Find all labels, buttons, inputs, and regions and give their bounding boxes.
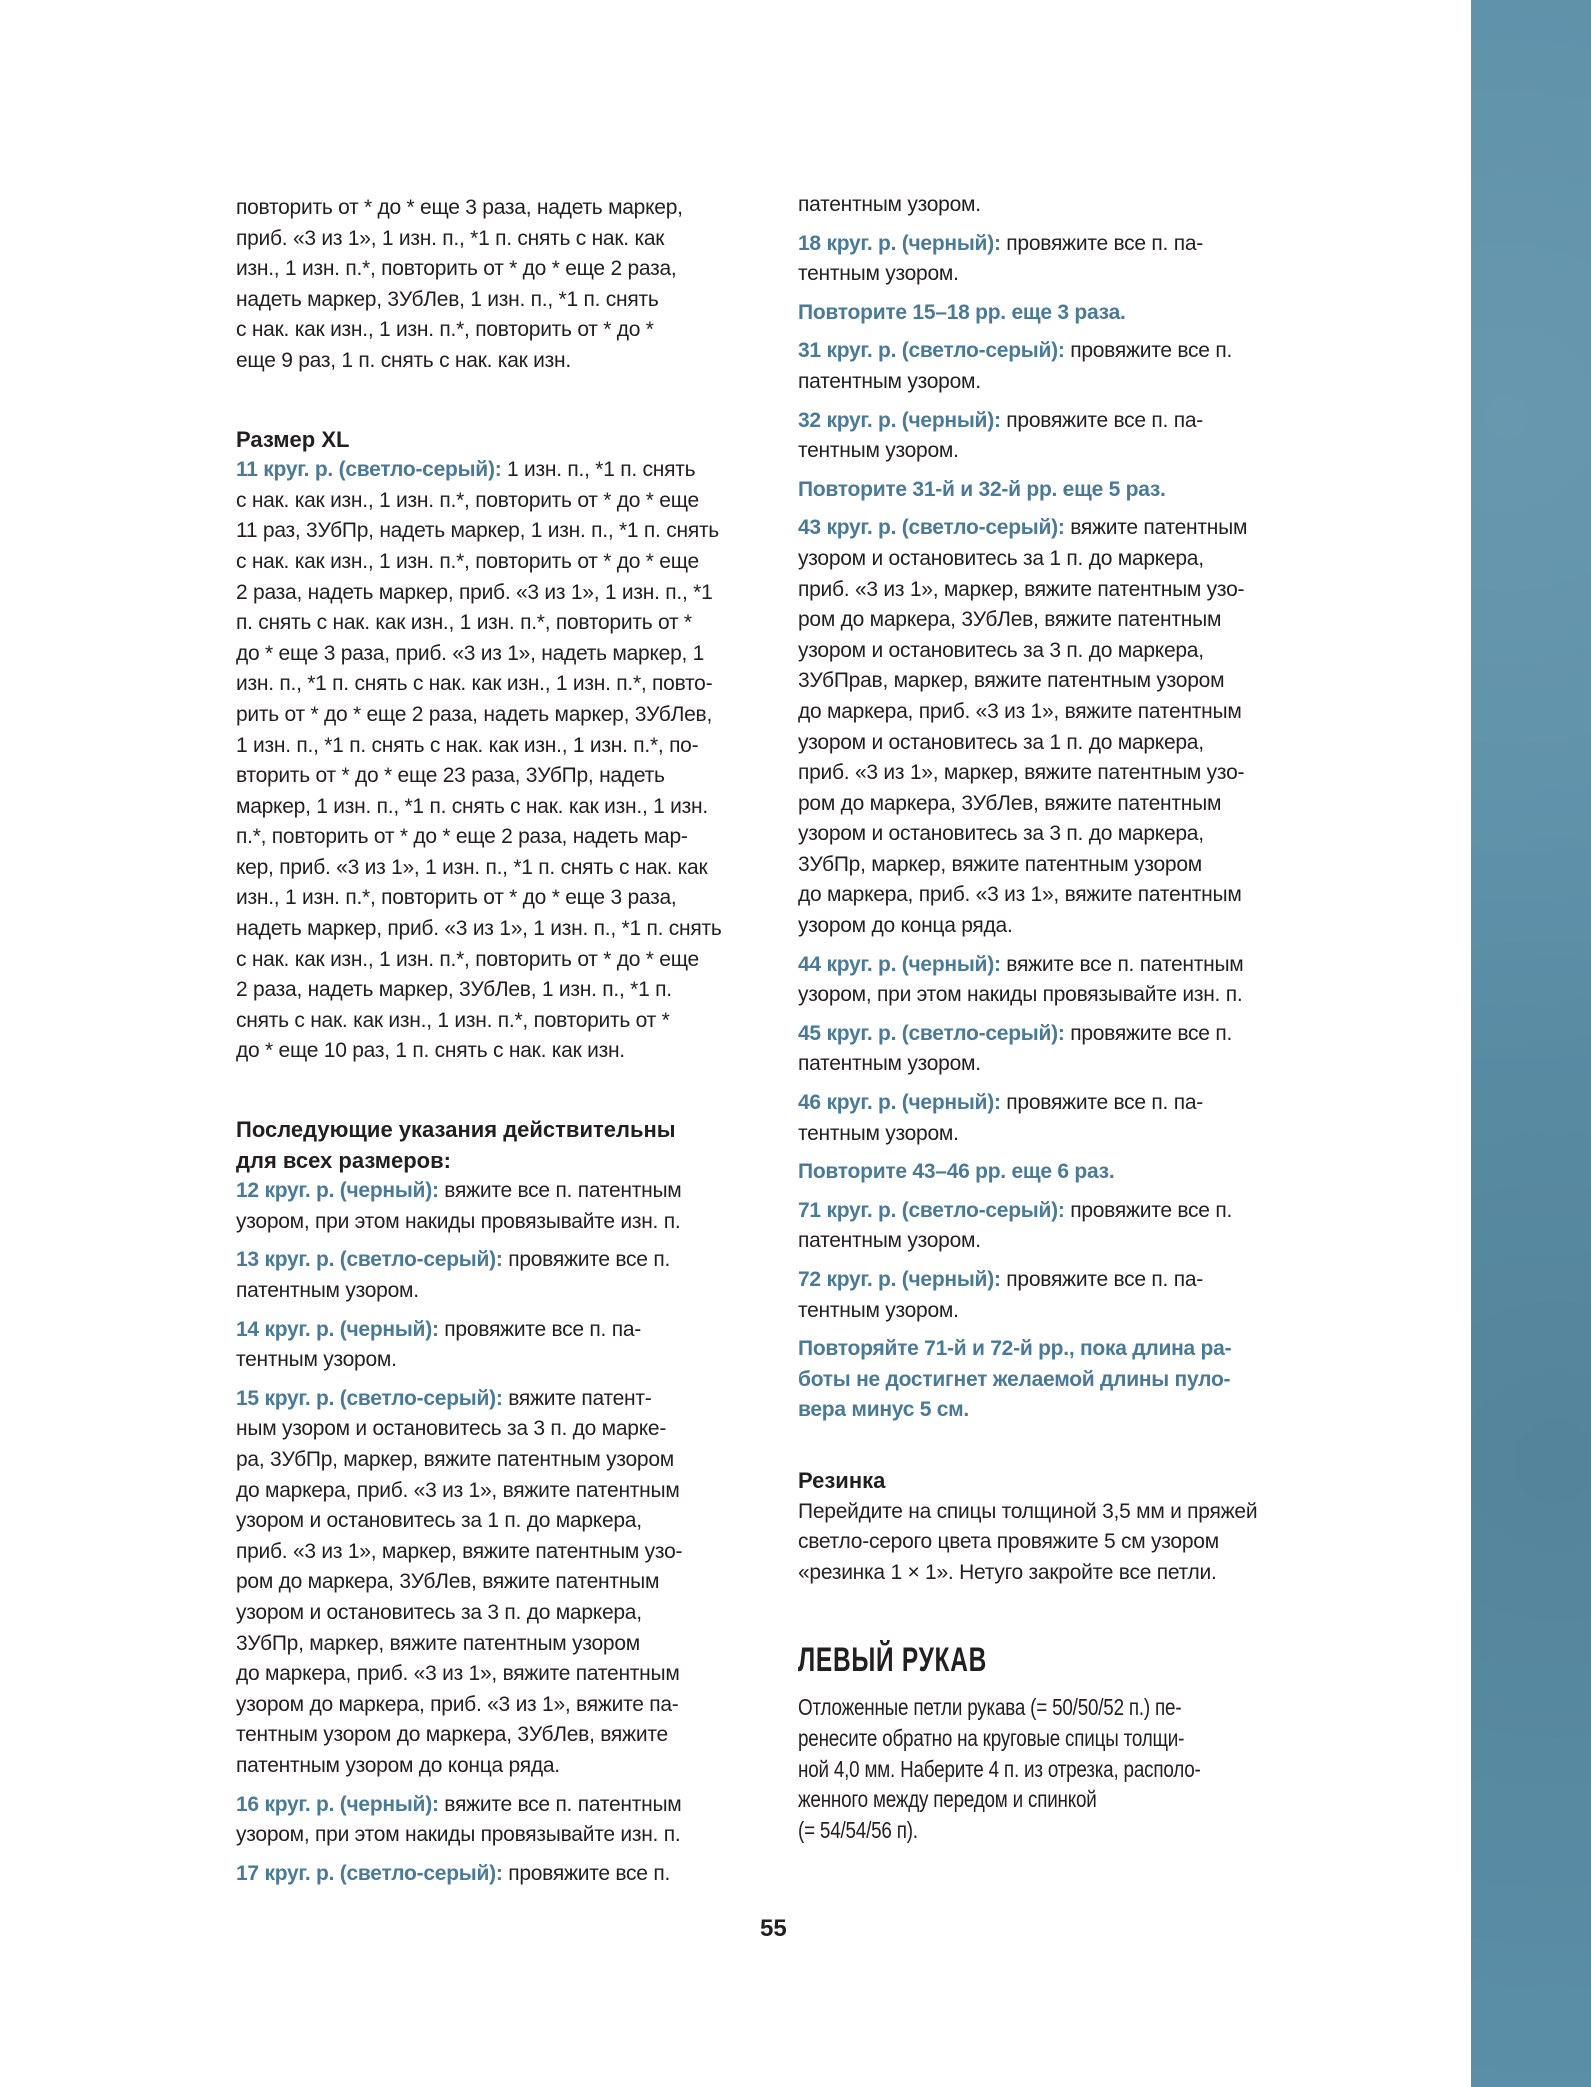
row-label: 17 круг. р. (светло-серый): bbox=[236, 1861, 503, 1885]
row-45 bbox=[798, 1019, 1358, 1080]
row-14 bbox=[236, 1315, 796, 1376]
size-heading: Размер XL bbox=[236, 426, 350, 452]
row-label: 45 круг. р. (светло-серый): bbox=[798, 1021, 1065, 1045]
section-text: Отложенные петли рукава (= 50/50/52 п.) пе- ренесите обратно на круговые спицы толщи- ной 4,0 мм. Наберите 4 п. из отрезка, располо- женного между передом и спинкой (= 54/54/56 п). bbox=[798, 1694, 1201, 1843]
row-text: провяжите все п. па- тентным узором. bbox=[236, 1317, 642, 1372]
row-text: вяжите все п. патентным узором, при этом накиды провязывайте изн. п. bbox=[236, 1179, 682, 1233]
section-title: ЛЕВЫЙ РУКАВ bbox=[798, 1641, 987, 1680]
row-text: провяжите все п. bbox=[502, 1861, 671, 1885]
row-label: 18 круг. р. (черный): bbox=[798, 231, 1001, 255]
row-16 bbox=[236, 1790, 796, 1851]
paragraph: патентным узором. bbox=[798, 193, 981, 216]
row-text: вяжите все п. патентным узором, при этом накиды провязывайте изн. п. bbox=[236, 1792, 682, 1847]
row-text: провяжите все п. патентным узором. bbox=[798, 1198, 1233, 1253]
row-label: 13 круг. р. (светло-серый): bbox=[236, 1248, 503, 1272]
all-sizes-heading: Последующие указания действительны для всех размеров: bbox=[236, 1117, 676, 1173]
row-label: 31 круг. р. (светло-серый): bbox=[798, 339, 1065, 363]
paragraph: повторить от * до * еще 3 раза, надеть маркер, приб. «3 из 1», 1 изн. п., *1 п. снять с нак. как изн., 1 изн. п.*, повторить от * до * еще 2 раза, надеть маркер, 3УбЛев, 1 изн. п., *1 п. снять с нак. как изн., 1 изн. п.*, повторить от * до * еще 9 раз, 1 п. снять с нак. как изн. bbox=[236, 196, 683, 372]
repeat-instruction: Повторите 43–46 рр. еще 6 раз. bbox=[798, 1160, 1115, 1184]
row-12 bbox=[236, 1176, 796, 1237]
row-label: 46 круг. р. (черный): bbox=[798, 1091, 1001, 1115]
row-text: вяжите патент- ным узором и остановитесь за 3 п. до марке- ра, 3УбПр, маркер, вяжите патентным узором до маркера, приб. «3 из 1», вяжите патентным узором и остановитесь за 1 п. до маркера, приб. «3 из 1», маркер, вяжите патентным узо- ром до маркера, 3УбЛев, вяжите патентным узором и остановитесь за 3 п. до маркера, 3УбПр, маркер, вяжите патентным узором до маркера, приб. «3 из 1», вяжите патентным узором до маркера, приб. «3 из 1», вяжите па- тентным узором до маркера, 3УбЛев, вяжите патентным узором до конца ряда. bbox=[236, 1386, 683, 1777]
row-15 bbox=[236, 1384, 796, 1782]
ribbing-text: Перейдите на спицы толщиной 3,5 мм и пряжей светло-серого цвета провяжите 5 см узором «резинка 1 × 1». Нетуго закройте все петли. bbox=[798, 1499, 1258, 1584]
row-43 bbox=[798, 513, 1358, 941]
row-text: провяжите все п. патентным узором. bbox=[798, 1021, 1233, 1076]
row-17 bbox=[236, 1859, 796, 1890]
row-32 bbox=[798, 406, 1358, 467]
row-text: 1 изн. п., *1 п. снять с нак. как изн., 1 изн. п.*, повторить от * до * еще 11 раз, 3УбПр, надеть маркер, 1 изн. п., *1 п. снять с нак. как изн., 1 изн. п.*, повторить от * до * еще 2 раза, надеть маркер, приб. «3 из 1», 1 изн. п., *1 п. снять с нак. как изн., 1 изн. п.*, повторить от * до * еще 3 раза, приб. «3 из 1», надеть маркер, 1 изн. п., *1 п. снять с нак. как изн., 1 изн. п.*, повто- рить от * до * еще 2 раза, надеть маркер, 3УбЛев, 1 изн. п., *1 п. снять с нак. как изн., 1 изн. п.*, по- вторить от * до * еще 23 раза, 3УбПр, надеть маркер, 1 изн. п., *1 п. снять с нак. как изн., 1 изн. п.*, повторить от * до * еще 2 раза, надеть мар- кер, приб. «3 из 1», 1 изн. п., *1 п. снять с нак. как изн., 1 изн. п.*, повторить от * до * еще 3 раза, надеть маркер, приб. «3 из 1», 1 изн. п., *1 п. снять с нак. как изн., 1 изн. п.*, повторить от * до * еще 2 раза, надеть маркер, 3УбЛев, 1 изн. п., *1 п. снять с нак. как изн., 1 изн. п.*, повторить от * до * еще 10 раз, 1 п. снять с нак. как изн. bbox=[236, 458, 722, 1063]
right-column bbox=[798, 190, 1358, 1853]
row-text: провяжите все п. па- тентным узором. bbox=[798, 1268, 1204, 1322]
row-label: 44 круг. р. (черный): bbox=[798, 952, 1001, 976]
ribbing-heading: Резинка bbox=[798, 1467, 886, 1493]
row-label: 15 круг. р. (светло-серый): bbox=[236, 1386, 503, 1410]
decorative-side-band bbox=[1471, 0, 1591, 2087]
row-44 bbox=[798, 950, 1358, 1011]
left-column bbox=[236, 193, 796, 1897]
row-text: провяжите все п. па- тентным узором. bbox=[798, 1091, 1204, 1145]
repeat-instruction: Повторяйте 71-й и 72-й рр., пока длина ра- боты не достигнет желаемой длины пуло- вера минус 5 см. bbox=[798, 1337, 1232, 1422]
row-text: провяжите все п. па- тентным узором. bbox=[798, 231, 1204, 286]
row-46 bbox=[798, 1088, 1358, 1149]
row-label: 71 круг. р. (светло-серый): bbox=[798, 1198, 1065, 1222]
row-18 bbox=[798, 229, 1358, 290]
repeat-instruction: Повторите 31-й и 32-й рр. еще 5 раз. bbox=[798, 477, 1166, 501]
row-label: 72 круг. р. (черный): bbox=[798, 1268, 1001, 1291]
row-71 bbox=[798, 1196, 1358, 1257]
row-text: провяжите все п. патентным узором. bbox=[798, 339, 1233, 393]
row-11 bbox=[236, 455, 796, 1067]
row-label: 43 круг. р. (светло-серый): bbox=[798, 516, 1065, 540]
row-31 bbox=[798, 336, 1358, 397]
repeat-instruction: Повторите 15–18 рр. еще 3 раза. bbox=[798, 300, 1126, 324]
row-label: 32 круг. р. (черный): bbox=[798, 408, 1001, 432]
row-text: вяжите патентным узором и остановитесь за 1 п. до маркера, приб. «3 из 1», маркер, вяжите патентным узо- ром до маркера, 3УбЛев, вяжите патентным узором и остановитесь за 3 п. до маркера, 3УбПрав, маркер, вяжите патентным узором до маркера, приб. «3 из 1», вяжите патентным узором и остановитесь за 1 п. до маркера, приб. «3 из 1», маркер, вяжите патентным узо- ром до маркера, 3УбЛев, вяжите патентным узором и остановитесь за 3 п. до маркера, 3УбПр, маркер, вяжите патентным узором до маркера, приб. «3 из 1», вяжите патентным узором до конца ряда. bbox=[798, 516, 1248, 938]
row-label: 16 круг. р. (черный): bbox=[236, 1792, 439, 1816]
row-label: 12 круг. р. (черный): bbox=[236, 1179, 439, 1203]
row-72 bbox=[798, 1265, 1358, 1326]
row-label: 11 круг. р. (светло-серый): bbox=[236, 458, 502, 482]
row-label: 14 круг. р. (черный): bbox=[236, 1317, 439, 1341]
row-text: провяжите все п. патентным узором. bbox=[236, 1248, 671, 1302]
row-text: вяжите все п. патентным узором, при этом накиды провязывайте изн. п. bbox=[798, 952, 1244, 1007]
page-number: 55 bbox=[760, 1915, 787, 1942]
row-text: провяжите все п. па- тентным узором. bbox=[798, 408, 1204, 463]
row-13 bbox=[236, 1245, 796, 1306]
